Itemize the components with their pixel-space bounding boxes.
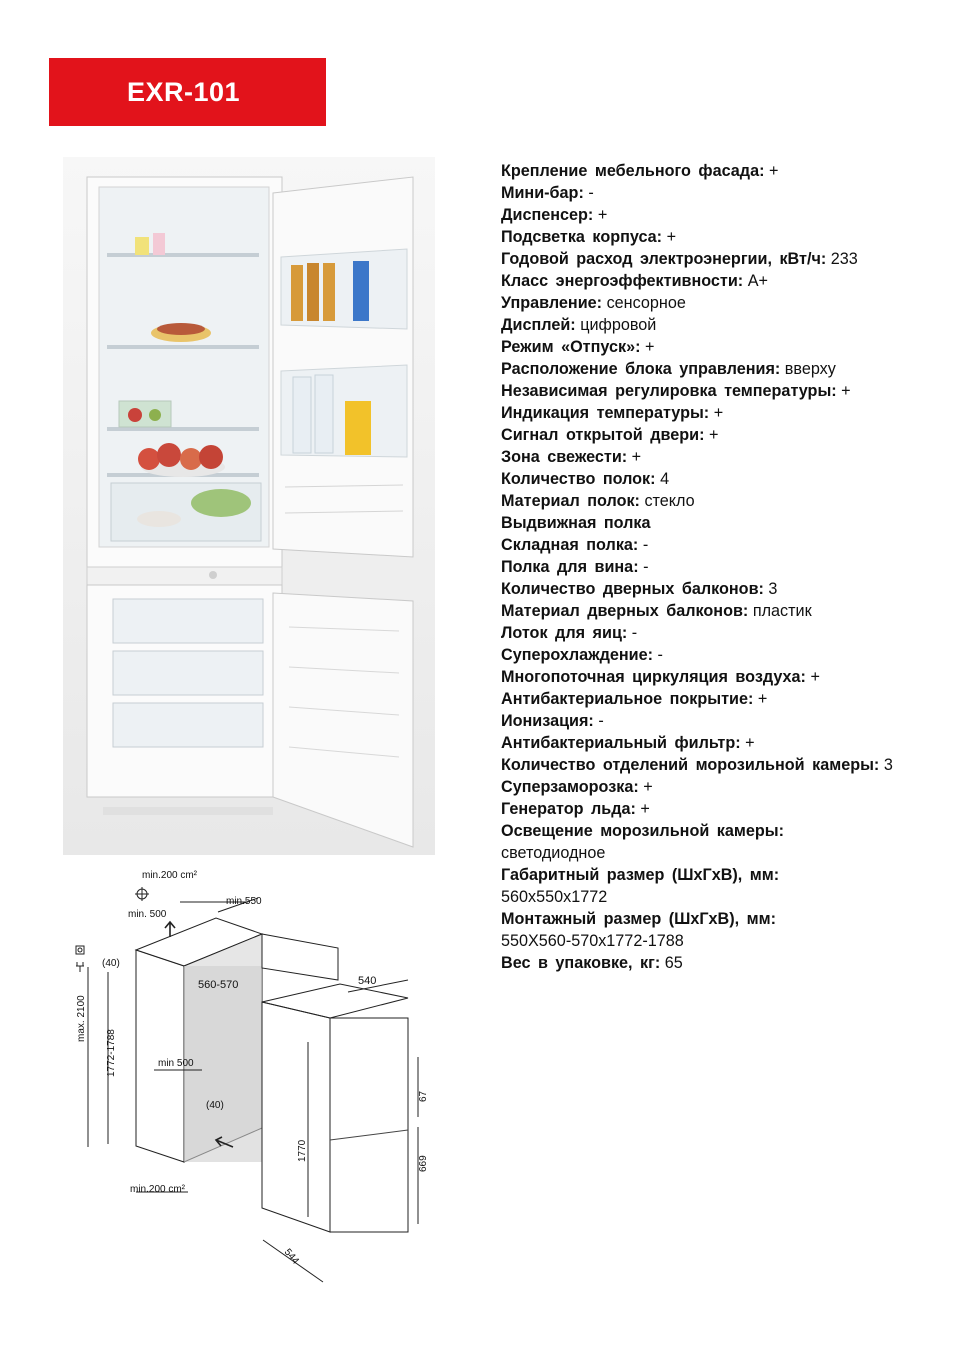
spec-row (501, 666, 961, 688)
spec-row (501, 402, 961, 424)
spec-row (501, 204, 961, 226)
spec-value: - (598, 712, 604, 730)
spec-row (501, 732, 961, 754)
spec-label: Монтажный размер (ШхГхВ), мм: (501, 910, 776, 928)
spec-value: - (588, 184, 594, 202)
spec-label: Многопоточная циркуляция воздуха: (501, 668, 806, 686)
spec-row (501, 820, 961, 864)
spec-value: + (631, 448, 642, 466)
spec-label: Антибактериальное покрытие: (501, 690, 754, 708)
spec-label: Суперзаморозка: (501, 778, 639, 796)
spec-label: Ионизация: (501, 712, 594, 730)
spec-row (501, 864, 961, 908)
dim-d544: 544 (281, 1246, 301, 1267)
spec-label: Зона свежести: (501, 448, 628, 466)
dim-h1772-1788: 1772-1788 (106, 1029, 117, 1077)
spec-value: 65 (664, 954, 683, 972)
top-text-fragment (118, 0, 198, 6)
spec-row (501, 380, 961, 402)
spec-row (501, 336, 961, 358)
dim-w560-570: 560-570 (198, 979, 239, 991)
spec-label: Габаритный размер (ШхГхВ), мм: (501, 866, 780, 884)
refrigerator-photo (63, 157, 435, 855)
dim-d540: 540 (358, 975, 377, 987)
spec-label: Материал дверных балконов: (501, 602, 749, 620)
spec-label: Режим «Отпуск»: (501, 338, 641, 356)
spec-row (501, 534, 961, 556)
spec-value: + (745, 734, 755, 752)
spec-row (501, 798, 961, 820)
dim-h1770: 1770 (297, 1139, 308, 1162)
dim-gap40-b: (40) (206, 1100, 224, 1111)
spec-label: Крепление мебельного фасада: (501, 162, 765, 180)
spec-value: + (597, 206, 608, 224)
spec-value: - (643, 558, 649, 576)
spec-value: - (657, 646, 663, 664)
spec-row (501, 710, 961, 732)
spec-row (501, 248, 961, 270)
spec-row (501, 644, 961, 666)
spec-value: - (642, 536, 649, 554)
dim-min500-top: min. 500 (128, 909, 167, 920)
spec-label: Освещение морозильной камеры: (501, 822, 784, 840)
spec-value: - (631, 624, 638, 642)
spec-row (501, 600, 961, 622)
spec-value: цифровой (580, 316, 657, 334)
dim-max2100: max. 2100 (76, 995, 87, 1042)
spec-value: 233 (830, 250, 858, 268)
spec-row (501, 490, 961, 512)
spec-row (501, 226, 961, 248)
spec-label: Выдвижная полка (501, 514, 651, 532)
spec-value: + (713, 404, 724, 422)
spec-value: светодиодное (501, 844, 606, 862)
dim-min500-mid: min 500 (158, 1058, 194, 1069)
spec-value: + (768, 162, 779, 180)
spec-row (501, 314, 961, 336)
dim-vent-top: min.200 cm² (142, 870, 198, 881)
spec-value: + (841, 382, 851, 400)
spec-value: пластик (752, 602, 812, 620)
spec-row (501, 358, 961, 380)
spec-value: А+ (747, 272, 768, 290)
spec-label: Складная полка: (501, 536, 639, 554)
spec-label: Независимая регулировка температуры: (501, 382, 837, 400)
spec-row (501, 622, 961, 644)
spec-value: + (666, 228, 677, 246)
spec-label: Диспенсер: (501, 206, 594, 224)
spec-value: + (810, 668, 820, 686)
spec-row (501, 468, 961, 490)
spec-label: Материал полок: (501, 492, 640, 510)
spec-label: Количество дверных балконов: (501, 580, 764, 598)
spec-label: Количество отделений морозильной камеры: (501, 756, 880, 774)
spec-label: Расположение блока управления: (501, 360, 781, 378)
spec-label: Полка для вина: (501, 558, 639, 576)
spec-row (501, 952, 961, 974)
spec-value: 3 (768, 580, 778, 598)
spec-value: + (644, 338, 655, 356)
spec-row (501, 446, 961, 468)
spec-label: Лоток для яиц: (501, 624, 628, 642)
dim-h67: 67 (418, 1090, 429, 1102)
spec-label: Класс энергоэффективности: (501, 272, 744, 290)
dim-min550: min.550 (226, 896, 262, 907)
spec-value: 4 (660, 470, 670, 488)
spec-value: + (640, 800, 650, 818)
spec-label: Количество полок: (501, 470, 656, 488)
model-badge (49, 58, 326, 126)
spec-row (501, 270, 961, 292)
spec-value: + (708, 426, 719, 444)
spec-value: + (643, 778, 653, 796)
spec-label: Антибактериальный фильтр: (501, 734, 741, 752)
spec-label: Сигнал открытой двери: (501, 426, 705, 444)
spec-row (501, 512, 961, 534)
spec-value: 550X560-570x1772-1788 (501, 932, 684, 950)
spec-row (501, 908, 961, 952)
spec-row (501, 688, 961, 710)
spec-label: Мини-бар: (501, 184, 584, 202)
spec-label: Годовой расход электроэнергии, кВт/ч: (501, 250, 827, 268)
spec-row (501, 182, 961, 204)
spec-value: 3 (883, 756, 893, 774)
spec-row (501, 160, 961, 182)
spec-value: + (757, 690, 768, 708)
spec-label: Управление: (501, 294, 603, 312)
spec-row (501, 776, 961, 798)
dim-vent-bottom: min.200 cm² (130, 1184, 186, 1195)
spec-label: Генератор льда: (501, 800, 636, 818)
spec-row (501, 424, 961, 446)
spec-row (501, 292, 961, 314)
dim-gap40-a: (40) (102, 958, 120, 969)
spec-label: Подсветка корпуса: (501, 228, 663, 246)
spec-label: Вес в упаковке, кг: (501, 954, 661, 972)
spec-row (501, 754, 961, 776)
installation-drawing (58, 862, 448, 1332)
spec-label: Дисплей: (501, 316, 576, 334)
spec-row (501, 578, 961, 600)
spec-list (501, 160, 961, 974)
model-name: EXR-101 (127, 76, 241, 107)
spec-label: Суперохлаждение: (501, 646, 654, 664)
dim-h669: 669 (418, 1155, 429, 1172)
spec-row (501, 556, 961, 578)
spec-value: 560x550x1772 (501, 888, 608, 906)
spec-value: стекло (644, 492, 695, 510)
spec-value: вверху (784, 360, 836, 378)
spec-value: сенсорное (606, 294, 686, 312)
spec-label: Индикация температуры: (501, 404, 710, 422)
